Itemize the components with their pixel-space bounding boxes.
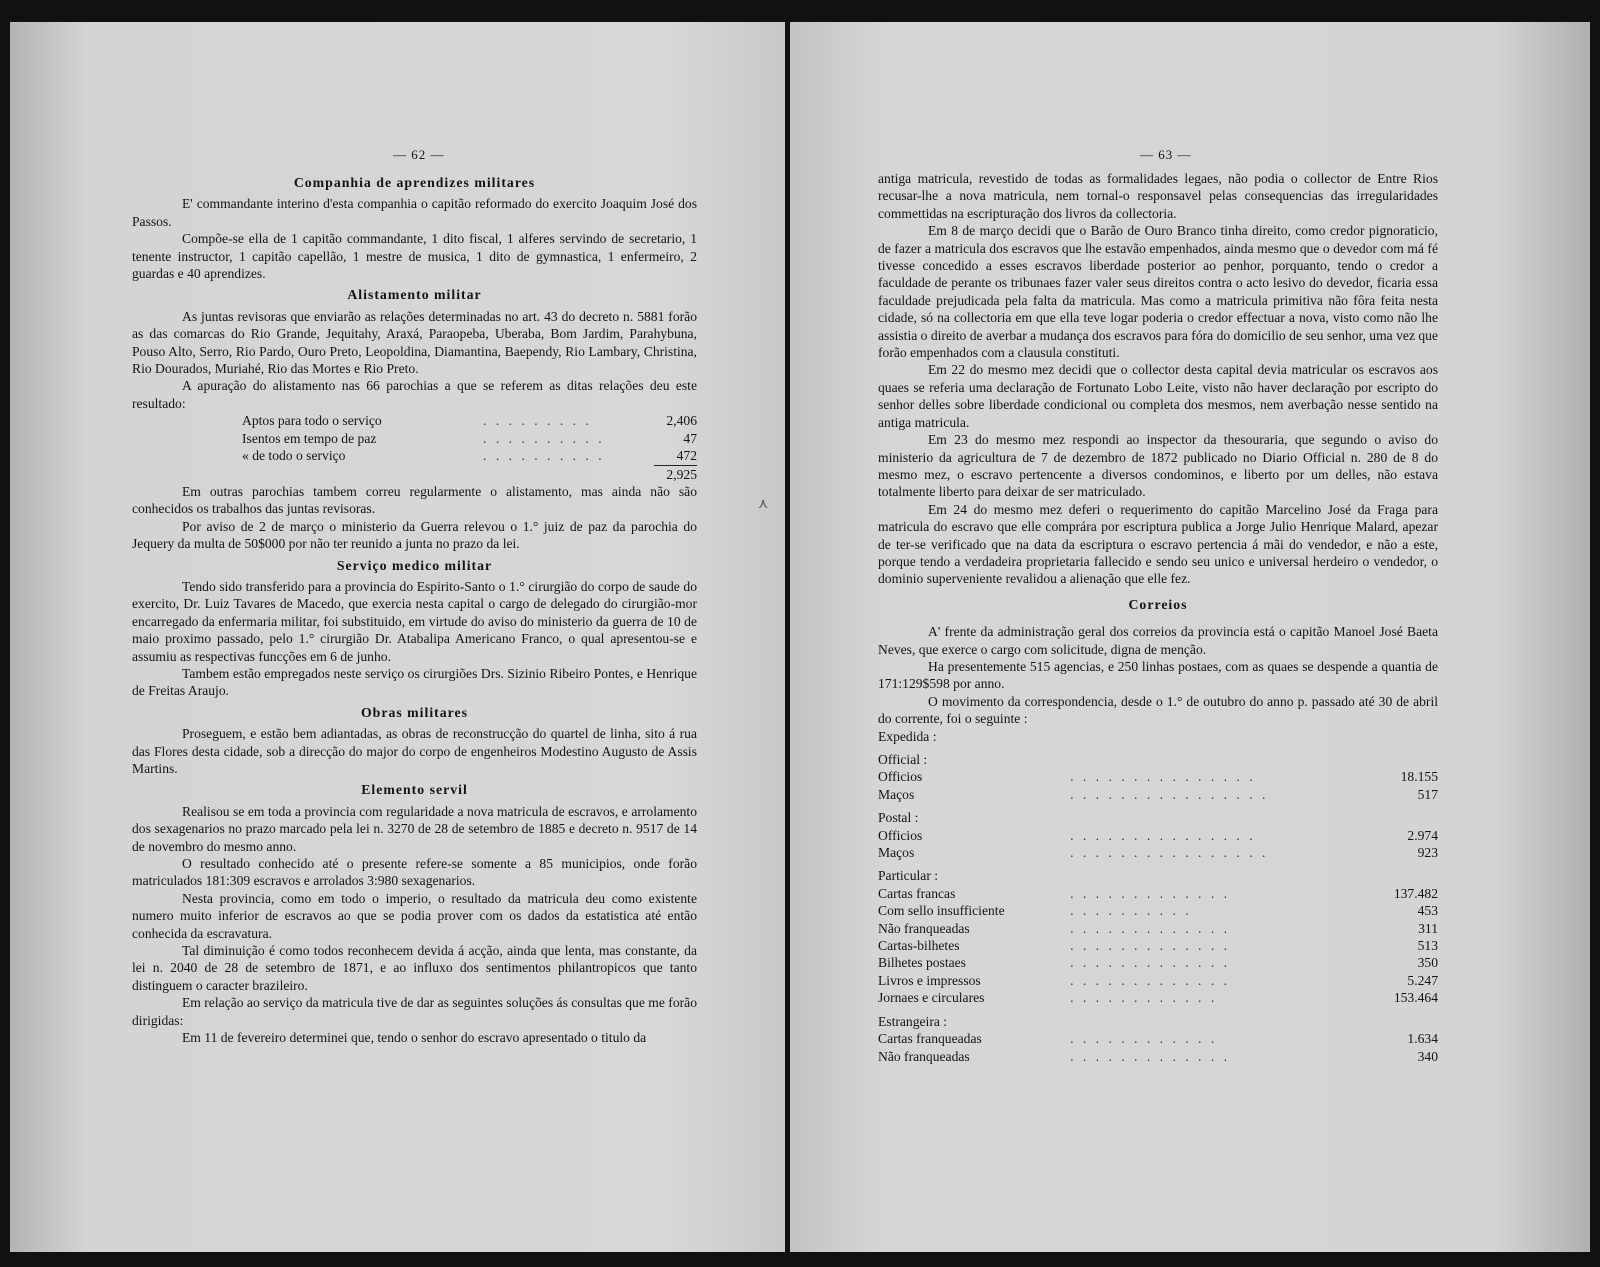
correspondence-table (878, 728, 1438, 1065)
row-value: 923 (1417, 845, 1438, 861)
dot-leader: . . . . . . . . . . . . (1070, 990, 1218, 1006)
table-row (878, 972, 1438, 989)
binding-mark: ⋏ (758, 497, 769, 512)
dot-leader: . . . . . . . . . . . . . (1070, 1048, 1231, 1064)
row-label: Maços (878, 845, 915, 861)
paragraph: Em 23 do mesmo mez respondi ao inspector da thesouraria, que segundo o aviso do ministerio da agricultura de 7 de dezembro de 1872 publicado no Diario Official n. 280 de 8 do mesmo mez, o escravo pertencente a diversos condominos, e liberto por um delles, não estava totalmente liberto para deixar de ser matriculado. (878, 432, 1438, 500)
right-column (878, 170, 1438, 1065)
paragraph: A' frente da administração geral dos correios da provincia está o capitão Manoel José Baeta Neves, que exerce o cargo com solicitude, digna de menção. (878, 624, 1438, 657)
row-value: 350 (1417, 955, 1438, 971)
row-value: 453 (1417, 903, 1438, 919)
section-heading: Obras militares (360, 704, 469, 720)
row-label: Isentos em tempo de paz (242, 430, 377, 446)
section-heading: Elemento servil (361, 782, 468, 798)
table-total-row (132, 465, 697, 483)
paragraph: Em 22 do mesmo mez decidi que o collector desta capital devia matricular os escravos aos quaes se referia uma declaração de Fortunato Lobo Leite, visto não haver declaração por escripto do senhor delles sobre liberdade condicional ou completa dos mesmos, nem averbação nesse sentido na antiga matricula. (878, 362, 1438, 430)
section-heading: Companhia de aprendizes militares (293, 175, 536, 190)
dot-leader: . . . . . . . . . . . . . (1070, 885, 1231, 901)
table-row (878, 954, 1438, 971)
table-row (878, 885, 1438, 902)
dot-leader: . . . . . . . . . . (483, 448, 605, 464)
row-label: Bilhetes postaes (878, 955, 966, 971)
paragraph: Ha presentemente 515 agencias, e 250 linhas postaes, com as quaes se despende a quantia de 171:129$598 por anno. (878, 658, 1438, 692)
page-number: — 62 — (393, 147, 445, 162)
table-row (878, 844, 1438, 861)
table-group-row (878, 861, 1438, 884)
row-value: 5.247 (1407, 972, 1438, 988)
row-label: Livros e impressos (878, 972, 981, 988)
dot-leader: . . . . . . . . . . . . . (1070, 972, 1231, 988)
paragraph: Em 11 de fevereiro determinei que, tendo o senhor do escravo apresentado o titulo da (182, 1030, 647, 1046)
row-label: Jornaes e circulares (878, 990, 985, 1006)
dot-leader: . . . . . . . . . . . . . . . . (1070, 845, 1269, 861)
paragraph: Compõe-se ella de 1 capitão commandante, 1 dito fiscal, 1 alferes servindo de secretario, 1 tenente instructor, 1 capitão capellão, 1 mestre de musica, 1 dito de gymnastica, 1 enfermeiro, 2 guardas e 40 aprendizes. (132, 231, 697, 282)
row-value: 2,406 (666, 413, 697, 429)
table-row (878, 1030, 1438, 1047)
table-row (878, 768, 1438, 785)
table-row (878, 827, 1438, 844)
paragraph: Realisou se em toda a provincia com regularidade a nova matricula de escravos, e arrolamento dos sexagenarios no prazo marcado pela lei n. 3270 de 28 de setembro de 1885 e decreto n. 9517 de 14 de novembro do mesmo anno. (132, 803, 697, 854)
paragraph: Tendo sido transferido para a provincia do Espirito-Santo o 1.° cirurgião do corpo de saude do exercito, Dr. Luiz Tavares de Macedo, que exercia nesta capital o cargo de delegado do cirurgião-mor encarregado da enfermaria militar, foi substituido, em virtude do aviso do ministerio da guerra de 10 de maio proximo passado, pelo 1.° cirurgião Dr. Atabalipa Americano Franco, o qual apresentou-se e assumiu as respectivas funcções em 6 de junho. (132, 578, 697, 664)
table-group-row (878, 745, 1438, 768)
table-row (878, 937, 1438, 954)
row-value: 153.464 (1393, 990, 1438, 1006)
alistamento-table (132, 412, 697, 483)
row-label: Não franqueadas (878, 920, 970, 936)
table-group-row (878, 728, 1438, 745)
row-value: 2.974 (1407, 827, 1438, 843)
dot-leader: . . . . . . . . . (483, 413, 592, 429)
dot-leader: . . . . . . . . . . (483, 430, 605, 446)
section-heading: Serviço medico militar (336, 557, 493, 573)
paragraph: Tambem estão empregados neste serviço os cirurgiões Drs. Sizinio Ribeiro Pontes, e Henrique de Freitas Araujo. (132, 665, 697, 699)
page-number: — 63 — (1140, 147, 1192, 162)
table-group-row (878, 803, 1438, 826)
group-label: Estrangeira : (878, 1013, 948, 1029)
row-value: 18.155 (1400, 769, 1438, 785)
group-label: Particular : (878, 868, 939, 884)
row-label: Cartas-bilhetes (878, 938, 960, 954)
dot-leader: . . . . . . . . . . . . . (1070, 955, 1231, 971)
section-heading: Alistamento militar (347, 287, 482, 303)
paragraph: A apuração do alistamento nas 66 parochias a que se referem as ditas relações deu este resultado: (132, 378, 697, 411)
table-row (132, 430, 697, 447)
dot-leader: . . . . . . . . . . . . . (1070, 920, 1231, 936)
paragraph: O resultado conhecido até o presente refere-se somente a 85 municipios, onde forão matriculados 181:309 escravos e arrolados 3:980 sexagenarios. (132, 856, 697, 889)
row-label: Cartas franqueadas (878, 1031, 982, 1047)
table-row (878, 786, 1438, 803)
group-label: Expedida : (878, 728, 937, 744)
paragraph: Nesta provincia, como em todo o imperio, o resultado da matricula deu como existente numero muito inferior de escravos ao que se podia prover com os dados da estatistica até então conhecida da escravatura. (132, 890, 697, 941)
paragraph: Por aviso de 2 de março o ministerio da Guerra relevou o 1.° juiz de paz da parochia do Jequery da multa de 50$000 por não ter reunido a junta no prazo da lei. (132, 518, 697, 552)
row-label: Officios (878, 827, 923, 843)
paragraph: E' commandante interino d'esta companhia o capitão reformado do exercito Joaquim José dos Passos. (132, 196, 697, 229)
row-value: 513 (1417, 938, 1438, 954)
row-label: Maços (878, 786, 915, 802)
row-label: Não franqueadas (878, 1048, 970, 1064)
left-column (132, 170, 697, 1047)
dot-leader: . . . . . . . . . . . . . . . (1070, 827, 1256, 843)
table-row (878, 920, 1438, 937)
paragraph: antiga matricula, revestido de todas as formalidades legaes, não podia o collector de Entre Rios recusar-lhe a nova matricula, nem tornal-o responsavel pelas consequencias das irregularidades commettidas na escripturação dos livros da collectoria. (878, 171, 1438, 221)
row-label: Aptos para todo o serviço (242, 413, 382, 429)
table-row (878, 902, 1438, 919)
row-value: 47 (683, 430, 697, 446)
row-label: Officios (878, 769, 923, 785)
table-group-row (878, 1007, 1438, 1030)
dot-leader: . . . . . . . . . . (1070, 903, 1192, 919)
table-row (878, 1048, 1438, 1065)
row-value: 1.634 (1407, 1031, 1438, 1047)
paragraph: Em 24 do mesmo mez deferi o requerimento do capitão Marcelino José da Fraga para matricula do escravo que elle comprára por escriptura publica a Jorge Julio Henrique Malard, apezar de ter-se verificado que na data da escriptura o escravo pertencia á mãi do vendedor, e não a este, porque tendo a verdadeira proprietaria fallecido e sendo seu unico e universal herdeiro o vendedor, o dominio superveniente revalidou a alienação que elle fez. (878, 501, 1438, 587)
group-label: Official : (878, 752, 928, 767)
paragraph: Em relação ao serviço da matricula tive de dar as seguintes soluções ás consultas que me forão dirigidas: (132, 995, 697, 1028)
paragraph: Em 8 de março decidi que o Barão de Ouro Branco tinha direito, como credor pignoraticio, de fazer a matricula dos escravos que lhe estavão empenhados, ainda mesmo que o devedor com má fé tivesse concedido a esses escravos liberdade posterior ao penhor, porquanto, tendo o credor a faculdade de perante os tribunaes fazer valer seus direitos contra o acto lesivo do devedor, ficaria essa faculdade prejudicada pela falta da matricula. Mas como a matricula primitiva não fôra feita nesta cidade, só na collectoria em que ella teve logar poderia o credor effectuar a nova, visto como não lhe assistia o direito de averbar a mudança dos escravos para fóra do domicilio de seu senhor, uma vez que forão empenhados com a clausula constituti. (878, 223, 1438, 361)
dot-leader: . . . . . . . . . . . . (1070, 1031, 1218, 1047)
left-page (10, 22, 785, 1252)
row-value: 137.482 (1393, 885, 1438, 901)
paragraph: As juntas revisoras que enviarão as relações determinadas no art. 43 do decreto n. 5881 forão as das comarcas do Rio Grande, Jequitahy, Araxá, Paraopeba, Uberaba, Bom Jardim, Parahybuna, Pouso Alto, Serro, Rio Pardo, Ouro Preto, Leopoldina, Diamantina, Baependy, Rio Lambary, Christina, Rio Dourados, Muriahé, Rio das Mortes e Rio Preto. (132, 308, 697, 377)
paragraph: Proseguem, e estão bem adiantadas, as obras de reconstrucção do quartel de linha, sito á rua das Flores desta cidade, sob a direcção do major do corpo de engenheiros Modestino Augusto de Assis Martins. (132, 726, 697, 776)
row-label: Cartas francas (878, 885, 956, 901)
dot-leader: . . . . . . . . . . . . . (1070, 938, 1231, 954)
group-label: Postal : (878, 810, 919, 826)
paragraph: Tal diminuição é como todos reconhecem devida á acção, ainda que lenta, mas constante, da lei n. 2040 de 28 de setembro de 1871, e ao influxo dos sentimentos philantropicos que tanto distinguem o caracter brazileiro. (132, 943, 697, 993)
table-row (878, 989, 1438, 1006)
row-label: Com sello insufficiente (878, 903, 1005, 919)
table-row (132, 447, 697, 465)
table-total: 2,925 (654, 465, 697, 483)
dot-leader: . . . . . . . . . . . . . . . . (1070, 786, 1269, 802)
row-value: 340 (1417, 1048, 1438, 1064)
section-heading: Correios (1128, 596, 1188, 612)
paragraph: Em outras parochias tambem correu regularmente o alistamento, mas ainda não são conhecidos os trabalhos das juntas revisoras. (132, 483, 697, 517)
dot-leader: . . . . . . . . . . . . . . . (1070, 769, 1256, 785)
row-value: 517 (1417, 786, 1438, 802)
row-value: 472 (676, 448, 697, 464)
right-page (790, 22, 1590, 1252)
paragraph: O movimento da correspondencia, desde o 1.° de outubro do anno p. passado até 30 de abril do corrente, foi o seguinte : (878, 693, 1438, 727)
row-label: « de todo o serviço (242, 448, 346, 464)
row-value: 311 (1418, 920, 1438, 936)
table-row (132, 412, 697, 429)
